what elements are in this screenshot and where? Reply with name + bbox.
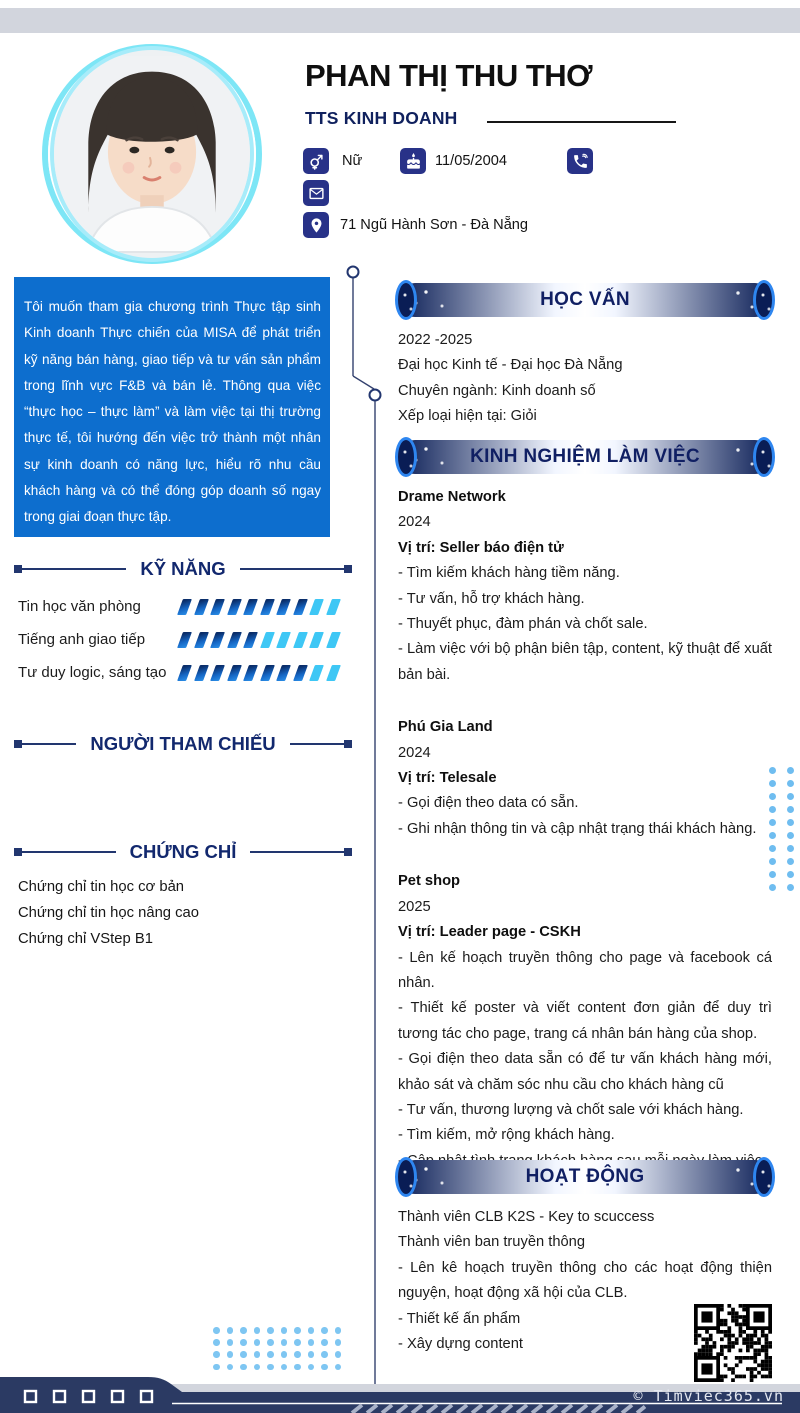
skill-tick	[326, 632, 341, 648]
experience-job	[398, 485, 772, 688]
dot	[267, 1351, 274, 1358]
education-line: 2022 -2025	[398, 332, 473, 348]
banner-cap-icon	[753, 1157, 775, 1197]
skill-tick	[243, 632, 258, 648]
job-title: TTS KINH DOANH	[305, 108, 458, 128]
dot	[335, 1327, 342, 1334]
dot-pattern-right	[769, 767, 794, 897]
skills-list	[18, 595, 352, 694]
birthday-icon	[400, 148, 426, 174]
profile-photo	[42, 44, 262, 264]
dot	[213, 1364, 220, 1371]
company-name: Phú Gia Land	[398, 719, 493, 736]
dot	[227, 1339, 234, 1346]
skill-tick	[177, 632, 192, 648]
banner-cap-icon	[753, 437, 775, 477]
skill-tick	[326, 665, 341, 681]
skill-tick	[210, 599, 225, 615]
dot	[787, 832, 794, 839]
skill-tick	[243, 599, 258, 615]
dot	[213, 1327, 220, 1334]
dot	[769, 819, 776, 826]
skill-tick	[260, 599, 275, 615]
dot	[308, 1364, 315, 1371]
skill-tick	[227, 665, 242, 681]
certificate-item: Chứng chỉ tin học nâng cao	[18, 905, 200, 921]
job-duty: - Tìm kiếm, mở rộng khách hàng.	[398, 1127, 615, 1144]
dot	[787, 806, 794, 813]
job-duties	[398, 946, 772, 1175]
photo-ring	[48, 48, 256, 260]
certificates-heading: CHỨNG CHỈ	[129, 841, 237, 862]
dot	[321, 1327, 328, 1334]
section-header-skills	[14, 558, 352, 580]
dot	[240, 1364, 247, 1371]
dot	[308, 1327, 315, 1334]
birthday-value: 11/05/2004	[435, 153, 507, 169]
skill-tick	[210, 632, 225, 648]
skill-tick	[177, 665, 192, 681]
job-duty: - Tư vấn, hỗ trợ khách hàng.	[398, 590, 585, 607]
company-name: Drame Network	[398, 489, 506, 505]
phone-icon	[567, 148, 593, 174]
job-position: Vị trí: Telesale	[398, 770, 497, 787]
skill-label: Tiếng anh giao tiếp	[18, 631, 146, 648]
dot	[335, 1351, 342, 1358]
experience-section	[398, 440, 772, 1201]
skill-tick	[260, 632, 275, 648]
dot	[281, 1339, 288, 1346]
banner-cap-icon	[395, 1157, 417, 1197]
header-line	[290, 743, 344, 745]
header-line	[22, 743, 76, 745]
experience-job	[398, 869, 772, 1174]
job-position: Vị trí: Leader page - CSKH	[398, 924, 581, 941]
dot	[294, 1351, 301, 1358]
skill-row	[18, 628, 352, 652]
banner-cap-icon	[395, 280, 417, 320]
skill-tick	[194, 599, 209, 615]
top-decorative-bar	[0, 8, 800, 33]
dot	[294, 1327, 301, 1334]
activity-line: Thành viên CLB K2S - Key to scuccess	[398, 1209, 655, 1225]
location-icon	[303, 212, 329, 238]
education-line: Xếp loại hiện tại: Giỏi	[398, 408, 537, 425]
address-value: 71 Ngũ Hành Sơn - Đà Nẵng	[340, 217, 529, 233]
dot	[281, 1364, 288, 1371]
gender-value: Nữ	[342, 153, 363, 169]
dot	[254, 1327, 261, 1334]
job-duties	[398, 791, 772, 842]
header-line	[22, 568, 126, 570]
dot	[787, 819, 794, 826]
dot	[769, 858, 776, 865]
dot	[769, 793, 776, 800]
skill-tick	[276, 665, 291, 681]
header-square	[14, 848, 22, 856]
header-square	[344, 565, 352, 573]
skill-row	[18, 595, 352, 619]
dot	[240, 1339, 247, 1346]
dot	[787, 845, 794, 852]
dot	[787, 780, 794, 787]
dot	[787, 871, 794, 878]
experience-heading: KINH NGHIỆM LÀM VIỆC	[470, 446, 700, 467]
dot	[769, 806, 776, 813]
skill-label: Tin học văn phòng	[18, 598, 141, 615]
skill-tick	[227, 632, 242, 648]
dot	[769, 884, 776, 891]
job-duty: - Lên kế hoạch truyền thông cho page và facebook cá nhân.	[398, 949, 772, 991]
dot	[769, 780, 776, 787]
education-lines	[398, 328, 772, 430]
banner-cap-icon	[753, 280, 775, 320]
header-line	[240, 568, 344, 570]
candidate-name: PHAN THỊ THU THƠ	[305, 58, 593, 93]
skill-tick	[194, 632, 209, 648]
skill-tick	[243, 665, 258, 681]
education-line: Đại học Kinh tế - Đại học Đà Nẵng	[398, 357, 623, 374]
experience-job	[398, 715, 772, 842]
dot	[267, 1364, 274, 1371]
dot	[787, 858, 794, 865]
dot	[227, 1351, 234, 1358]
dot	[227, 1327, 234, 1334]
section-header-references	[14, 733, 352, 755]
job-duty: - Gọi điện theo data có sẵn.	[398, 795, 579, 812]
dot	[308, 1351, 315, 1358]
dot	[321, 1339, 328, 1346]
company-name: Pet shop	[398, 873, 461, 890]
dot	[294, 1364, 301, 1371]
header-square	[344, 848, 352, 856]
dot	[254, 1351, 261, 1358]
job-duties	[398, 561, 772, 688]
dot	[267, 1339, 274, 1346]
dot	[213, 1351, 220, 1358]
dot	[335, 1364, 342, 1371]
gender-icon	[303, 148, 329, 174]
dot	[321, 1351, 328, 1358]
activities-heading: HOẠT ĐỘNG	[525, 1166, 645, 1187]
certificates-list	[18, 874, 348, 952]
title-divider	[487, 121, 676, 123]
avatar-illustration	[54, 50, 250, 258]
job-duty: - Làm việc với bộ phận biên tập, content, kỹ thuật để xuất bản bài.	[398, 641, 772, 683]
job-duty: - Thuyết phục, đàm phán và chốt sale.	[398, 616, 648, 633]
dot	[281, 1327, 288, 1334]
job-duty: - Ghi nhận thông tin và cập nhật trạng thái khách hàng.	[398, 820, 757, 837]
skill-tick	[293, 665, 308, 681]
dot	[213, 1339, 220, 1346]
dot	[335, 1339, 342, 1346]
dot	[267, 1327, 274, 1334]
dot	[769, 832, 776, 839]
skill-tick	[276, 632, 291, 648]
skill-level-bar	[180, 595, 338, 615]
activity-line: - Thiết kế ấn phẩm	[398, 1310, 521, 1327]
watermark: © Timviec365.vn	[633, 1387, 784, 1405]
timeline-connector	[340, 258, 400, 1388]
certificate-item: Chứng chỉ VStep B1	[18, 931, 153, 947]
dot	[769, 871, 776, 878]
skill-tick	[210, 665, 225, 681]
job-period: 2025	[398, 898, 431, 915]
skill-tick	[309, 632, 324, 648]
skill-tick	[276, 599, 291, 615]
dot	[787, 884, 794, 891]
skill-row	[18, 661, 352, 685]
skill-tick	[293, 599, 308, 615]
dot	[254, 1339, 261, 1346]
section-banner-activities	[398, 1160, 772, 1194]
dot	[294, 1339, 301, 1346]
skills-heading: KỸ NĂNG	[140, 558, 226, 579]
section-banner-experience	[398, 440, 772, 474]
header-square	[14, 740, 22, 748]
skill-tick	[326, 599, 341, 615]
dot-pattern-bottom	[213, 1327, 341, 1376]
dot	[254, 1364, 261, 1371]
header-square	[14, 565, 22, 573]
skill-tick	[309, 665, 324, 681]
skill-tick	[293, 632, 308, 648]
skill-tick	[227, 599, 242, 615]
job-duty: - Tìm kiếm khách hàng tiềm năng.	[398, 565, 620, 582]
skill-tick	[260, 665, 275, 681]
references-heading: NGƯỜI THAM CHIẾU	[90, 733, 276, 754]
dot	[787, 793, 794, 800]
activity-line: - Lên kê hoạch truyền thông cho các hoạt động thiện nguyện, hoạt động xã hội của CLB.	[398, 1259, 772, 1302]
skill-tick	[177, 599, 192, 615]
dot	[769, 767, 776, 774]
footer-bar	[0, 1377, 800, 1413]
job-duty: - Gọi điện theo data sẵn có để tư vấn khách hàng mới, khảo sát và chăm sóc nhu cầu cho khách hàng cũ	[398, 1051, 772, 1093]
dot	[240, 1351, 247, 1358]
dot	[308, 1339, 315, 1346]
job-duty: - Thiết kế poster và viết content đơn giản để duy trì tương tác cho page, trang cá nhân bán hàng của shop.	[398, 1000, 772, 1042]
section-header-certificates	[14, 841, 352, 863]
email-icon	[303, 180, 329, 206]
dot	[321, 1364, 328, 1371]
photo-image	[50, 46, 254, 262]
qr-code	[694, 1304, 772, 1382]
activity-line: - Xây dựng content	[398, 1336, 523, 1353]
dot	[769, 845, 776, 852]
job-period: 2024	[398, 514, 431, 531]
job-period: 2024	[398, 744, 431, 761]
education-heading: HỌC VẤN	[540, 289, 630, 310]
skill-label: Tư duy logic, sáng tạo	[18, 664, 167, 681]
skill-level-bar	[180, 628, 338, 648]
banner-cap-icon	[395, 437, 417, 477]
education-line: Chuyên ngành: Kinh doanh số	[398, 382, 596, 399]
career-objective: Tôi muốn tham gia chương trình Thực tập sinh Kinh doanh Thực chiến của MISA để phát triển kỹ năng bán hàng, giao tiếp và tư vấn sản phẩm trong lĩnh vực F&B và bán lẻ. Thông qua việc “thực học – thực làm” và làm việc tại thị trường thực tế, tôi hướng đến việc trở thành một nhân sự kinh doanh có năng lực, hiểu rõ nhu cầu khách hàng và có thể đóng góp doanh số ngay trong giai đoạn thực tập.	[14, 277, 330, 537]
header-square	[344, 740, 352, 748]
section-banner-education	[398, 283, 772, 317]
dot	[787, 767, 794, 774]
skill-tick	[194, 665, 209, 681]
activity-line: Thành viên ban truyền thông	[398, 1234, 585, 1251]
certificate-item: Chứng chỉ tin học cơ bản	[18, 879, 185, 895]
header-line	[250, 851, 344, 853]
job-position: Vị trí: Seller báo điện tử	[398, 539, 564, 556]
education-section	[398, 283, 772, 430]
job-duty: - Tư vấn, thương lượng và chốt sale với khách hàng.	[398, 1101, 744, 1118]
skill-tick	[309, 599, 324, 615]
dot	[240, 1327, 247, 1334]
header-line	[22, 851, 116, 853]
skill-level-bar	[180, 661, 338, 681]
dot	[227, 1364, 234, 1371]
dot	[281, 1351, 288, 1358]
